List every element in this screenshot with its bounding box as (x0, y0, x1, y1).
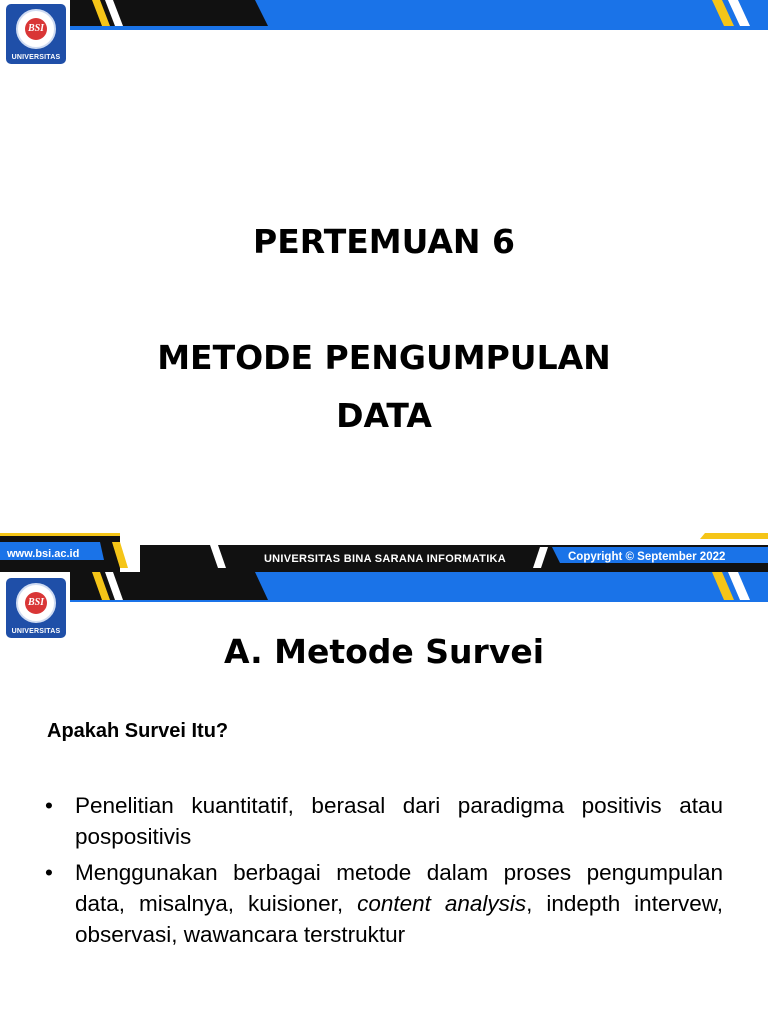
logo-mark: BSI (25, 592, 47, 614)
bullet-text-part-1: Menggunakan berbagai metode dalam proses pengumpulan data, misalnya, kuisioner, (75, 860, 723, 916)
bullet-item (45, 857, 723, 950)
logo-text: UNIVERSITAS (11, 628, 61, 635)
bullet-text-italic: content analysis (357, 891, 527, 916)
logo-text: UNIVERSITAS (11, 54, 61, 61)
bullet-text-part-2: , indepth intervew, observasi, wawancara terstruktur (75, 891, 723, 947)
bullet-dot-icon: • (45, 793, 53, 818)
slide-footer (0, 533, 768, 572)
top-banner (0, 572, 768, 602)
slide-1-title-line-3: DATA (336, 396, 432, 435)
logo-emblem (16, 583, 56, 623)
slide-2 (0, 572, 768, 1024)
slide-2-title: A. Metode Survei (223, 632, 545, 671)
bullet-dot-icon: • (45, 860, 53, 885)
bullet-text: Penelitian kuantitatif, berasal dari paradigma positivis atau pospositivis (75, 793, 723, 849)
footer-copyright: Copyright © September 2022 (568, 551, 726, 563)
bullet-list (45, 790, 723, 955)
footer-url: www.bsi.ac.id (7, 548, 80, 560)
university-logo (6, 4, 66, 64)
section-question: Apakah Survei Itu? (47, 720, 229, 742)
logo-mark: BSI (25, 18, 47, 40)
logo-emblem (16, 9, 56, 49)
footer-university-name: UNIVERSITAS BINA SARANA INFORMATIKA (263, 553, 507, 565)
top-banner (0, 0, 768, 30)
slide-1-title-line-2: METODE PENGUMPULAN (157, 338, 611, 377)
bullet-item (45, 790, 723, 852)
university-logo (6, 578, 66, 638)
slide-1-title-line-1: PERTEMUAN 6 (253, 222, 515, 261)
